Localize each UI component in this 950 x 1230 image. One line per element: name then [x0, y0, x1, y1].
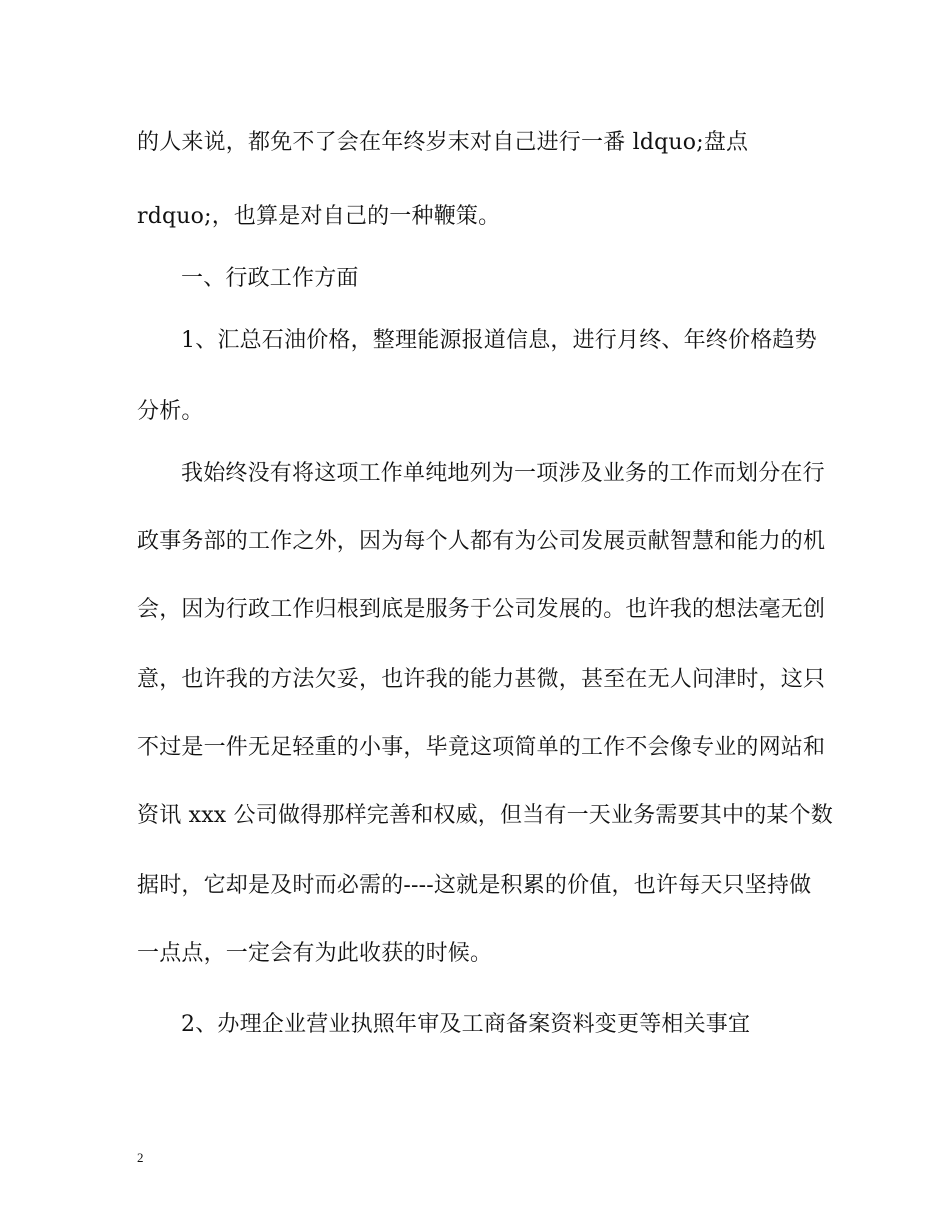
- paragraph-line: 不过是一件无足轻重的小事，毕竟这项简单的工作不会像专业的网站和: [137, 735, 826, 760]
- paragraph-line: 据时，它却是及时而必需的----这就是积累的价值，也许每天只坚持做: [137, 873, 812, 898]
- paragraph-line: 意，也许我的方法欠妥，也许我的能力甚微，甚至在无人问津时，这只: [137, 667, 826, 692]
- paragraph-line: 我始终没有将这项工作单纯地列为一项涉及业务的工作而划分在行: [181, 461, 825, 486]
- paragraph-line: 一点点，一定会有为此收获的时候。: [137, 941, 493, 966]
- paragraph-line: 分析。: [137, 399, 204, 424]
- paragraph-line: 的人来说，都免不了会在年终岁末对自己进行一番 ldquo;盘点: [137, 130, 749, 155]
- list-item-heading: 2、办理企业营业执照年审及工商备案资料变更等相关事宜: [181, 1012, 751, 1037]
- paragraph-line: rdquo;，也算是对自己的一种鞭策。: [137, 204, 501, 229]
- section-heading: 一、行政工作方面: [181, 266, 359, 291]
- page-number: 2: [137, 1150, 144, 1165]
- list-item-heading: 1、汇总石油价格，整理能源报道信息，进行月终、年终价格趋势: [181, 328, 817, 353]
- paragraph-line: 资讯 xxx 公司做得那样完善和权威，但当有一天业务需要其中的某个数: [137, 803, 834, 828]
- paragraph-line: 会，因为行政工作归根到底是服务于公司发展的。也许我的想法毫无创: [137, 597, 826, 622]
- paragraph-line: 政事务部的工作之外，因为每个人都有为公司发展贡献智慧和能力的机: [137, 529, 826, 554]
